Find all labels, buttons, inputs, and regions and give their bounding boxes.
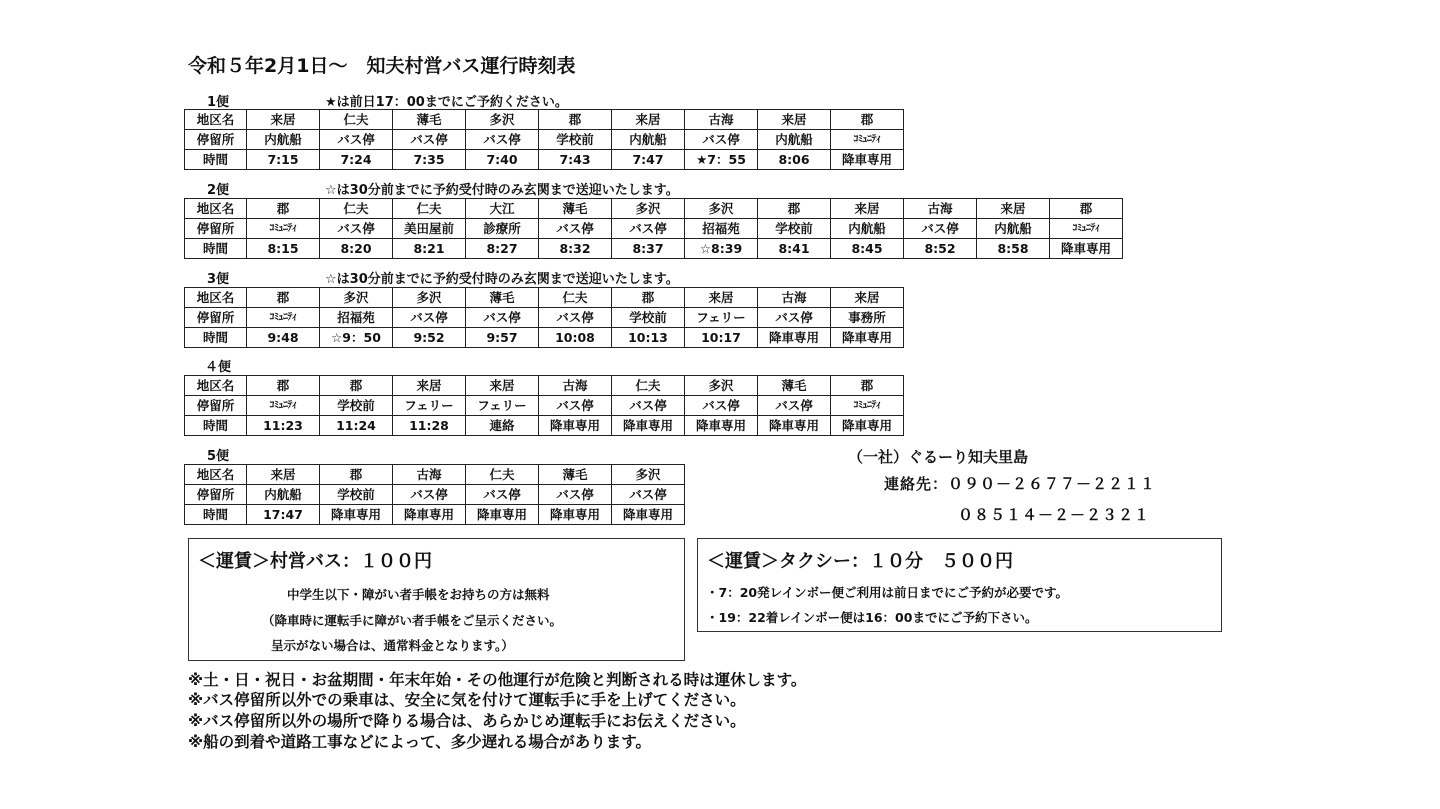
time-cell: 8:06: [758, 150, 831, 170]
time-cell: 8:27: [466, 239, 539, 259]
trip-5-label: 5便: [207, 449, 230, 464]
area-cell: 来居: [831, 199, 904, 219]
stop-cell: バス停: [466, 308, 539, 328]
row-header-stop: 停留所: [185, 485, 247, 505]
area-cell: 来居: [247, 110, 320, 130]
area-cell: 郡: [831, 110, 904, 130]
time-cell: 7:24: [320, 150, 393, 170]
trip-4-table: [184, 375, 904, 436]
taxi-fare-box: [697, 538, 1222, 632]
row-header-area: 地区名: [185, 110, 247, 130]
area-cell: 郡: [247, 376, 320, 396]
area-cell: 薄毛: [758, 376, 831, 396]
area-cell: 仁夫: [320, 110, 393, 130]
taxi-fare-line-1: ・7：20発レインボー便ご利用は前日までにご予約が必要です。: [706, 585, 1068, 600]
area-cell: 来居: [685, 288, 758, 308]
stop-cell: バス停: [612, 396, 685, 416]
area-cell: 郡: [247, 288, 320, 308]
contact-phone-1: 連絡先：０９０－２６７７－２２１１: [884, 475, 1157, 493]
time-cell: 8:58: [977, 239, 1050, 259]
trip-3-table: [184, 287, 904, 348]
row-area: [185, 199, 1123, 219]
area-cell: 来居: [466, 376, 539, 396]
area-cell: 古海: [758, 288, 831, 308]
time-cell: 8:20: [320, 239, 393, 259]
time-cell: 11:24: [320, 416, 393, 436]
row-stop: [185, 219, 1123, 239]
bus-fare-box: [188, 538, 685, 661]
time-cell: 降車専用: [758, 416, 831, 436]
footnote-4: ※船の到着や道路工事などによって、多少遅れる場合があります。: [188, 733, 652, 751]
row-header-stop: 停留所: [185, 396, 247, 416]
time-cell: 降車専用: [466, 505, 539, 525]
stop-cell: バス停: [539, 485, 612, 505]
stop-cell: 事務所: [831, 308, 904, 328]
footnote-2: ※バス停留所以外での乗車は、安全に気を付けて運転手に手を上げてください。: [188, 691, 746, 709]
bus-fare-title: ＜運賃＞村営バス：１００円: [198, 551, 432, 572]
stop-cell: ｺﾐｭﾆﾃｨ: [831, 396, 904, 416]
bus-fare-line-2: （降車時に運転手に障がい者手帳をご呈示ください。: [262, 613, 563, 628]
area-cell: 来居: [247, 465, 320, 485]
trip-1-table: [184, 109, 904, 170]
time-cell: 9:57: [466, 328, 539, 348]
row-header-area: 地区名: [185, 288, 247, 308]
time-cell: 8:52: [904, 239, 977, 259]
time-cell: 降車専用: [320, 505, 393, 525]
row-area: [185, 288, 904, 308]
area-cell: 郡: [539, 110, 612, 130]
taxi-fare-line-2: ・19：22着レインボー便は16：00までにご予約下さい。: [706, 610, 1038, 625]
time-cell: 降車専用: [831, 150, 904, 170]
footnote-1: ※土・日・祝日・お盆期間・年末年始・その他運行が危険と判断される時は運休します。: [188, 671, 807, 689]
area-cell: 郡: [831, 376, 904, 396]
time-cell: 降車専用: [831, 416, 904, 436]
time-cell: 11:28: [393, 416, 466, 436]
time-cell: ☆9：50: [320, 328, 393, 348]
stop-cell: 内航船: [831, 219, 904, 239]
row-header-time: 時間: [185, 505, 247, 525]
area-cell: 多沢: [320, 288, 393, 308]
stop-cell: 招福苑: [320, 308, 393, 328]
stop-cell: バス停: [393, 308, 466, 328]
area-cell: 郡: [247, 199, 320, 219]
trip-1-note: ★は前日17：00までにご予約ください。: [325, 95, 568, 110]
area-cell: 薄毛: [539, 199, 612, 219]
area-cell: 仁夫: [320, 199, 393, 219]
area-cell: 古海: [539, 376, 612, 396]
area-cell: 多沢: [612, 465, 685, 485]
row-header-stop: 停留所: [185, 219, 247, 239]
area-cell: 来居: [831, 288, 904, 308]
time-cell: 8:15: [247, 239, 320, 259]
stop-cell: 学校前: [612, 308, 685, 328]
row-header-time: 時間: [185, 328, 247, 348]
row-time: [185, 239, 1123, 259]
area-cell: 来居: [758, 110, 831, 130]
row-stop: [185, 130, 904, 150]
time-cell: 9:48: [247, 328, 320, 348]
stop-cell: バス停: [685, 130, 758, 150]
area-cell: 来居: [612, 110, 685, 130]
stop-cell: ｺﾐｭﾆﾃｨ: [1050, 219, 1123, 239]
time-cell: 7:35: [393, 150, 466, 170]
trip-5-table: [184, 464, 685, 525]
time-cell: ★7：55: [685, 150, 758, 170]
stop-cell: 美田屋前: [393, 219, 466, 239]
area-cell: 郡: [1050, 199, 1123, 219]
trip-4-label: ４便: [205, 360, 232, 375]
stop-cell: バス停: [612, 219, 685, 239]
stop-cell: 内航船: [977, 219, 1050, 239]
area-cell: 来居: [393, 376, 466, 396]
stop-cell: バス停: [539, 396, 612, 416]
row-area: [185, 110, 904, 130]
trip-2-label: 2便: [207, 183, 230, 198]
time-cell: 降車専用: [758, 328, 831, 348]
stop-cell: バス停: [539, 219, 612, 239]
stop-cell: フェリー: [466, 396, 539, 416]
area-cell: 薄毛: [466, 288, 539, 308]
time-cell: 9:52: [393, 328, 466, 348]
area-cell: 来居: [977, 199, 1050, 219]
time-cell: 降車専用: [612, 505, 685, 525]
contact-org: （一社）ぐるーり知夫里島: [848, 448, 1029, 466]
time-cell: 降車専用: [612, 416, 685, 436]
time-cell: 降車専用: [393, 505, 466, 525]
stop-cell: ｺﾐｭﾆﾃｨ: [247, 308, 320, 328]
time-cell: 降車専用: [831, 328, 904, 348]
row-header-area: 地区名: [185, 376, 247, 396]
row-area: [185, 465, 685, 485]
stop-cell: バス停: [685, 396, 758, 416]
time-cell: 17:47: [247, 505, 320, 525]
area-cell: 古海: [393, 465, 466, 485]
stop-cell: 学校前: [320, 485, 393, 505]
row-time: [185, 328, 904, 348]
time-cell: 降車専用: [539, 505, 612, 525]
row-header-time: 時間: [185, 416, 247, 436]
area-cell: 郡: [612, 288, 685, 308]
footnote-3: ※バス停留所以外の場所で降りる場合は、あらかじめ運転手にお伝えください。: [188, 712, 746, 730]
time-cell: 8:32: [539, 239, 612, 259]
taxi-fare-title: ＜運賃＞タクシー：１０分 ５００円: [707, 551, 1013, 572]
area-cell: 古海: [904, 199, 977, 219]
row-time: [185, 150, 904, 170]
area-cell: 仁夫: [466, 465, 539, 485]
area-cell: 仁夫: [393, 199, 466, 219]
stop-cell: ｺﾐｭﾆﾃｨ: [247, 219, 320, 239]
time-cell: 降車専用: [539, 416, 612, 436]
time-cell: 8:45: [831, 239, 904, 259]
time-cell: 降車専用: [1050, 239, 1123, 259]
time-cell: 7:43: [539, 150, 612, 170]
time-cell: ☆8:39: [685, 239, 758, 259]
trip-3-label: 3便: [207, 272, 230, 287]
stop-cell: 内航船: [247, 485, 320, 505]
row-header-stop: 停留所: [185, 308, 247, 328]
stop-cell: バス停: [758, 396, 831, 416]
row-stop: [185, 308, 904, 328]
row-stop: [185, 396, 904, 416]
stop-cell: 学校前: [320, 396, 393, 416]
row-header-time: 時間: [185, 150, 247, 170]
row-header-stop: 停留所: [185, 130, 247, 150]
row-time: [185, 416, 904, 436]
row-area: [185, 376, 904, 396]
row-stop: [185, 485, 685, 505]
area-cell: 薄毛: [393, 110, 466, 130]
row-header-time: 時間: [185, 239, 247, 259]
stop-cell: 招福苑: [685, 219, 758, 239]
area-cell: 大江: [466, 199, 539, 219]
stop-cell: 診療所: [466, 219, 539, 239]
time-cell: 8:37: [612, 239, 685, 259]
time-cell: 7:40: [466, 150, 539, 170]
stop-cell: 内航船: [247, 130, 320, 150]
time-cell: 8:41: [758, 239, 831, 259]
stop-cell: バス停: [466, 130, 539, 150]
stop-cell: バス停: [320, 130, 393, 150]
bus-fare-line-1: 中学生以下・障がい者手帳をお持ちの方は無料: [287, 587, 550, 602]
area-cell: 多沢: [685, 199, 758, 219]
area-cell: 多沢: [466, 110, 539, 130]
stop-cell: バス停: [539, 308, 612, 328]
page-title: 令和５年2月1日～ 知夫村営バス運行時刻表: [188, 55, 576, 77]
trip-2-note: ☆は30分前までに予約受付時のみ玄関まで送迎いたします。: [325, 183, 679, 198]
stop-cell: 学校前: [539, 130, 612, 150]
time-cell: 10:17: [685, 328, 758, 348]
stop-cell: バス停: [612, 485, 685, 505]
stop-cell: フェリー: [393, 396, 466, 416]
row-time: [185, 505, 685, 525]
stop-cell: バス停: [393, 130, 466, 150]
trip-3-note: ☆は30分前までに予約受付時のみ玄関まで送迎いたします。: [325, 272, 679, 287]
stop-cell: バス停: [393, 485, 466, 505]
area-cell: 仁夫: [539, 288, 612, 308]
area-cell: 多沢: [393, 288, 466, 308]
area-cell: 郡: [320, 465, 393, 485]
stop-cell: フェリー: [685, 308, 758, 328]
area-cell: 多沢: [685, 376, 758, 396]
stop-cell: バス停: [320, 219, 393, 239]
area-cell: 郡: [320, 376, 393, 396]
stop-cell: 内航船: [758, 130, 831, 150]
stop-cell: バス停: [904, 219, 977, 239]
area-cell: 古海: [685, 110, 758, 130]
time-cell: 10:08: [539, 328, 612, 348]
row-header-area: 地区名: [185, 465, 247, 485]
area-cell: 郡: [758, 199, 831, 219]
trip-1-label: 1便: [207, 95, 230, 110]
stop-cell: バス停: [466, 485, 539, 505]
area-cell: 多沢: [612, 199, 685, 219]
contact-phone-2: ０８５１４－２－２３２１: [958, 506, 1151, 524]
stop-cell: ｺﾐｭﾆﾃｨ: [831, 130, 904, 150]
time-cell: 11:23: [247, 416, 320, 436]
area-cell: 薄毛: [539, 465, 612, 485]
time-cell: 8:21: [393, 239, 466, 259]
area-cell: 仁夫: [612, 376, 685, 396]
time-cell: 7:47: [612, 150, 685, 170]
stop-cell: 学校前: [758, 219, 831, 239]
trip-2-table: [184, 198, 1123, 259]
stop-cell: 内航船: [612, 130, 685, 150]
time-cell: 降車専用: [685, 416, 758, 436]
time-cell: 7:15: [247, 150, 320, 170]
bus-fare-line-3: 呈示がない場合は、通常料金となります。）: [271, 638, 514, 653]
time-cell: 10:13: [612, 328, 685, 348]
row-header-area: 地区名: [185, 199, 247, 219]
stop-cell: バス停: [758, 308, 831, 328]
stop-cell: ｺﾐｭﾆﾃｨ: [247, 396, 320, 416]
time-cell: 連絡: [466, 416, 539, 436]
